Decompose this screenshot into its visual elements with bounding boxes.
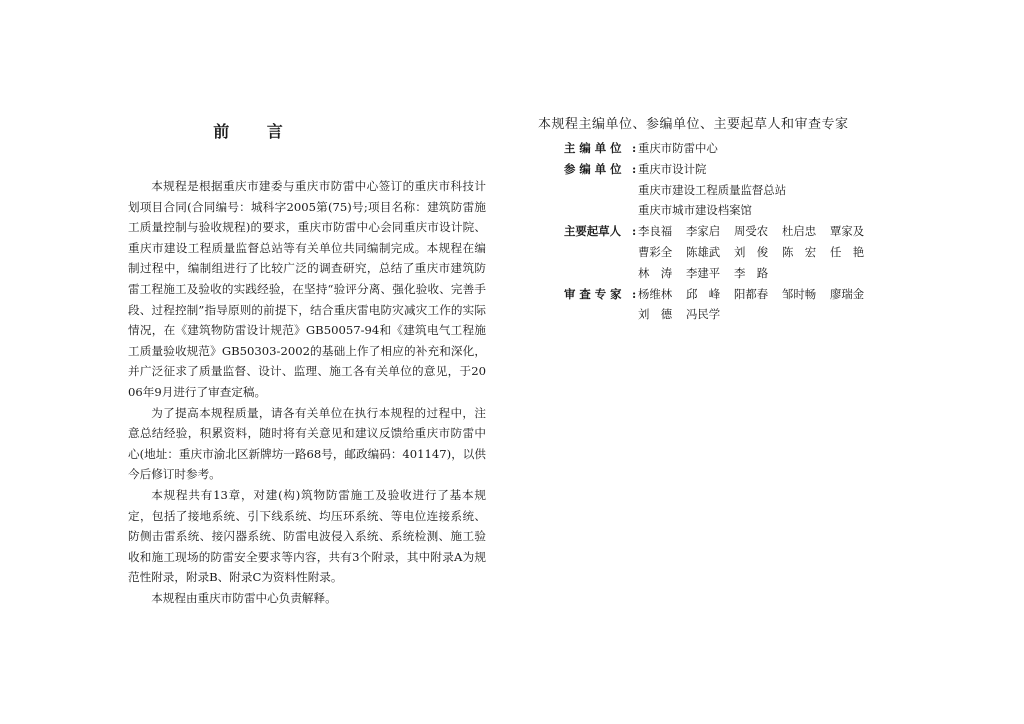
person-name: 曹彩全 xyxy=(638,244,673,259)
compilers-section xyxy=(538,113,878,325)
person-name: 李良福 xyxy=(638,224,673,239)
role-review-experts xyxy=(538,284,878,326)
person-name: 覃家及 xyxy=(830,224,865,239)
preface-paragraph: 本规程共有13章，对建(构)筑物防雷施工及验收进行了基本规定，包括了接地系统、引下线系统、均压环系统、等电位连接系统、防侧击雷系统、接闪器系统、防雷电波侵入系统、系统检测、施工验收和施工现场的防雷安全要求等内容，共有3个附录，其中附录A为规范性附录，附录B、附录C为资料性附录。 xyxy=(128,487,486,585)
person-name: 李 路 xyxy=(734,265,769,280)
preface-title: 前 言 xyxy=(213,122,299,141)
role-chief-unit xyxy=(538,138,878,159)
person-name: 阳都春 xyxy=(734,286,769,301)
person-name: 李家启 xyxy=(686,224,721,239)
compilers-heading: 本规程主编单位、参编单位、主要起草人和审查专家 xyxy=(538,117,849,132)
person-name: 林 涛 xyxy=(638,265,673,280)
person-name: 冯民学 xyxy=(686,307,721,322)
role-main-drafters xyxy=(538,221,878,283)
expert-names xyxy=(638,284,878,326)
person-name: 陈 宏 xyxy=(782,244,817,259)
person-name: 刘 德 xyxy=(638,307,673,322)
person-name: 刘 俊 xyxy=(734,244,769,259)
preface-paragraph: 本规程由重庆市防雷中心负责解释。 xyxy=(151,590,337,605)
role-values xyxy=(638,138,878,159)
role-values xyxy=(638,159,878,221)
person-name: 杨维林 xyxy=(638,286,673,301)
preface-body xyxy=(128,176,486,608)
role-label: 主要起草人 xyxy=(564,224,621,239)
person-name: 廖瑞金 xyxy=(830,286,865,301)
role-colon: : xyxy=(632,161,637,176)
unit-name: 重庆市城市建设档案馆 xyxy=(638,203,752,218)
role-colon: : xyxy=(632,286,637,301)
person-name: 陈雄武 xyxy=(686,244,721,259)
right-page xyxy=(512,0,1024,724)
role-label: 参 编 单 位 xyxy=(564,161,622,176)
person-name: 任 艳 xyxy=(830,244,865,259)
unit-name: 重庆市设计院 xyxy=(638,161,707,176)
person-name: 邱 峰 xyxy=(686,286,721,301)
role-colon: : xyxy=(632,224,637,239)
preface-paragraph: 本规程是根据重庆市建委与重庆市防雷中心签订的重庆市科技计划项目合同(合同编号：城科字2005第(75)号;项目名称：建筑防雷施工质量控制与验收规程)的要求，重庆市防雷中心会同重庆市设计院、重庆市建设工程质量监督总站等有关单位共同编制完成。本规程在编制过程中，编制组进行了比较广泛的调查研究，总结了重庆市建筑防雷工程施工及验收的实践经验，在坚持“验评分离、强化验收、完善手段、过程控制”指导原则的前提下，结合重庆雷电防灾减灾工作的实际情况，在《建筑物防雷设计规范》GB50057-94和《建筑电气工程施工质量验收规范》GB50303-2002的基础上作了相应的补充和深化，并广泛征求了质量监督、设计、监理、施工各有关单位的意见，于2006年9月进行了审查定稿。 xyxy=(128,179,486,399)
role-participating-units xyxy=(538,159,878,221)
unit-name: 重庆市建设工程质量监督总站 xyxy=(638,182,787,197)
role-label: 主 编 单 位 xyxy=(564,141,622,155)
person-name: 周受农 xyxy=(734,224,769,239)
role-label: 审 查 专 家 xyxy=(564,286,622,301)
role-colon: : xyxy=(632,141,637,155)
person-name: 杜启忠 xyxy=(782,224,817,239)
drafter-names xyxy=(638,221,878,283)
unit-name: 重庆市防雷中心 xyxy=(638,141,718,155)
person-name: 邹时畅 xyxy=(782,286,817,301)
preface-paragraph: 为了提高本规程质量，请各有关单位在执行本规程的过程中，注意总结经验，积累资料，随时将有关意见和建议反馈给重庆市防雷中心(地址：重庆市渝北区新牌坊一路68号，邮政编码：401147)，以供今后修订时参考。 xyxy=(128,405,486,482)
person-name: 李建平 xyxy=(686,265,721,280)
